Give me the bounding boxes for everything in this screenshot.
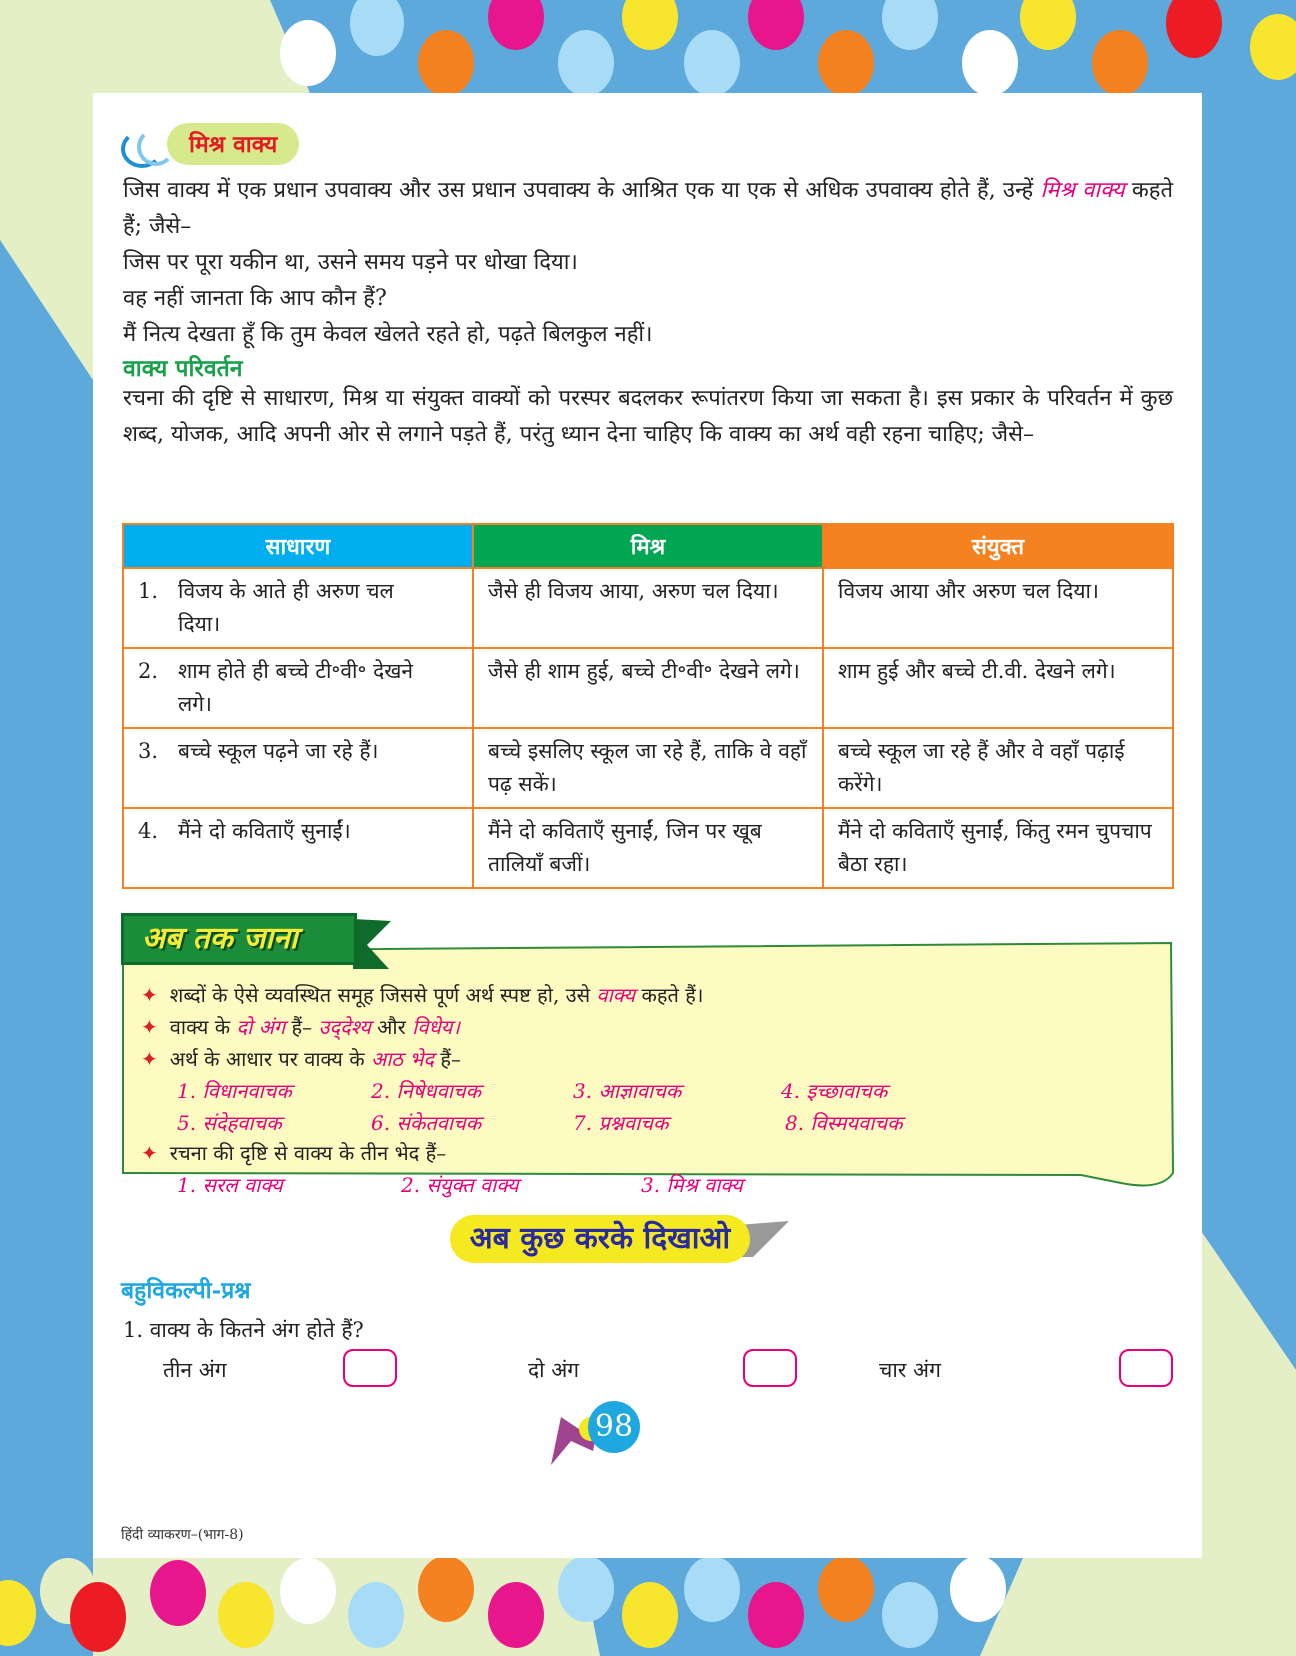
table-row <box>123 808 1173 888</box>
intro-text-end: कहते हैं; जैसे– <box>123 178 1174 239</box>
footer-book-title: हिंदी व्याकरण–(भाग-8) <box>121 1527 244 1543</box>
sentence-type: 8. विस्मयवाचक <box>785 1111 903 1135</box>
row-number: 1. <box>138 579 159 603</box>
sentence-type: 3. आज्ञावाचक <box>573 1079 682 1103</box>
simple-cell: विजय के आते ही अरुण चल दिया। <box>178 579 394 636</box>
table-row <box>123 648 1173 728</box>
summary-text: और <box>377 1015 406 1039</box>
summary-line-1 <box>141 981 703 1009</box>
conversion-table <box>122 523 1174 889</box>
star-bullet-icon: ✦ <box>141 1015 158 1039</box>
conversion-heading: वाक्य परिवर्तन <box>123 355 243 382</box>
intro-term: मिश्र वाक्य <box>1040 178 1125 203</box>
question-1: 1. वाक्य के कितने अंग होते हैं? <box>123 1318 364 1342</box>
compound-cell: बच्चे स्कूल जा रहे हैं और वे वहाँ पढ़ाई करेंगे। <box>823 728 1173 808</box>
option-label: चार अंग <box>879 1358 941 1382</box>
header-complex: मिश्र <box>473 524 823 568</box>
simple-cell: बच्चे स्कूल पढ़ने जा रहे हैं। <box>178 739 379 763</box>
summary-text: रचना की दृष्टि से वाक्य के तीन भेद हैं– <box>169 1141 447 1165</box>
complex-cell: जैसे ही शाम हुई, बच्चे टी॰वी॰ देखने लगे। <box>473 648 823 728</box>
example-1: जिस पर पूरा यकीन था, उसने समय पड़ने पर धोखा दिया। <box>123 250 578 275</box>
swirl-icon <box>121 126 173 162</box>
activity-title: अब कुछ करके दिखाओ <box>450 1215 750 1263</box>
compound-cell: शाम हुई और बच्चे टी.वी. देखने लगे। <box>823 648 1173 728</box>
conversion-paragraph: रचना की दृष्टि से साधारण, मिश्र या संयुक्त वाक्यों को परस्पर बदलकर रूपांतरण किया जा सकता है। इस प्रकार के परिवर्तन में कुछ शब्द, योजक, आदि अपनी ओर से लगाने पड़ते हैं, परंतु ध्यान देना चाहिए कि वाक्य का अर्थ वही रहना चाहिए; जैसे– <box>123 386 1173 447</box>
row-number: 2. <box>138 659 159 683</box>
section-title: मिश्र वाक्य <box>167 123 299 165</box>
star-bullet-icon: ✦ <box>141 1047 158 1071</box>
simple-cell: शाम होते ही बच्चे टी॰वी॰ देखने लगे। <box>178 659 414 716</box>
star-bullet-icon: ✦ <box>141 1141 158 1165</box>
complex-cell: बच्चे इसलिए स्कूल जा रहे हैं, ताकि वे वहाँ पढ़ सकें। <box>473 728 823 808</box>
sentence-type: 6. संकेतवाचक <box>371 1111 482 1135</box>
page <box>93 93 1202 1558</box>
intro-paragraph <box>123 173 1173 245</box>
sentence-type: 7. प्रश्नवाचक <box>573 1111 669 1135</box>
sentence-type: 5. संदेहवाचक <box>177 1111 282 1135</box>
example-3: मैं नित्य देखता हूँ कि तुम केवल खेलते रहते हो, पढ़ते बिलकुल नहीं। <box>123 322 653 347</box>
header-simple: साधारण <box>123 524 473 568</box>
summary-term: आठ भेद <box>370 1047 435 1071</box>
header-compound: संयुक्त <box>823 524 1173 568</box>
summary-term: उद्‌देश्य <box>318 1015 371 1039</box>
summary-banner <box>121 913 357 965</box>
section-header <box>121 123 299 165</box>
summary-text: हैं– <box>291 1015 313 1039</box>
mcq-heading: बहुविकल्पी-प्रश्न <box>121 1277 251 1304</box>
answer-checkbox[interactable] <box>743 1349 797 1387</box>
example-2: वह नहीं जानता कि आप कौन हैं? <box>123 286 387 311</box>
summary-term: वाक्य <box>596 983 636 1007</box>
summary-term: दो अंग <box>236 1015 286 1039</box>
row-number: 4. <box>138 819 159 843</box>
complex-cell: जैसे ही विजय आया, अरुण चल दिया। <box>473 568 823 648</box>
intro-text: जिस वाक्य में एक प्रधान उपवाक्य और उस प्रधान उपवाक्य के आश्रित एक या एक से अधिक उपवाक्य होते हैं, उन्हें <box>123 178 1034 203</box>
answer-checkbox[interactable] <box>1119 1349 1173 1387</box>
complex-cell: मैंने दो कविताएँ सुनाईं, जिन पर खूब तालियाँ बजीं। <box>473 808 823 888</box>
summary-banner-text: अब तक जाना <box>142 921 298 956</box>
option-label: दो अंग <box>528 1358 580 1382</box>
summary-text: अर्थ के आधार पर वाक्य के <box>169 1047 365 1071</box>
star-bullet-icon: ✦ <box>141 983 158 1007</box>
table-row <box>123 728 1173 808</box>
sentence-type: 1. विधानवाचक <box>177 1079 292 1103</box>
option-label: तीन अंग <box>163 1358 227 1382</box>
structure-type: 1. सरल वाक्य <box>177 1173 283 1197</box>
summary-text: वाक्य के <box>169 1015 231 1039</box>
summary-box <box>121 913 1175 1197</box>
summary-term: विधेय। <box>412 1015 460 1039</box>
summary-text: शब्दों के ऐसे व्यवस्थित समूह जिससे पूर्ण अर्थ स्पष्ट हो, उसे <box>169 983 591 1007</box>
table-row <box>123 568 1173 648</box>
summary-line-4 <box>141 1139 446 1167</box>
compound-cell: मैंने दो कविताएँ सुनाईं, किंतु रमन चुपचाप बैठा रहा। <box>823 808 1173 888</box>
summary-text: कहते हैं। <box>641 983 704 1007</box>
summary-line-2 <box>141 1013 460 1041</box>
sentence-type: 2. निषेधवाचक <box>371 1079 481 1103</box>
compound-cell: विजय आया और अरुण चल दिया। <box>823 568 1173 648</box>
page-number: 98 <box>588 1401 640 1453</box>
summary-text: हैं– <box>440 1047 462 1071</box>
structure-type: 2. संयुक्त वाक्य <box>401 1173 519 1197</box>
structure-type: 3. मिश्र वाक्य <box>641 1173 743 1197</box>
sentence-type: 4. इच्छावाचक <box>781 1079 888 1103</box>
row-number: 3. <box>138 739 159 763</box>
summary-line-3 <box>141 1045 461 1073</box>
simple-cell: मैंने दो कविताएँ सुनाईं। <box>178 819 351 843</box>
answer-checkbox[interactable] <box>343 1349 397 1387</box>
